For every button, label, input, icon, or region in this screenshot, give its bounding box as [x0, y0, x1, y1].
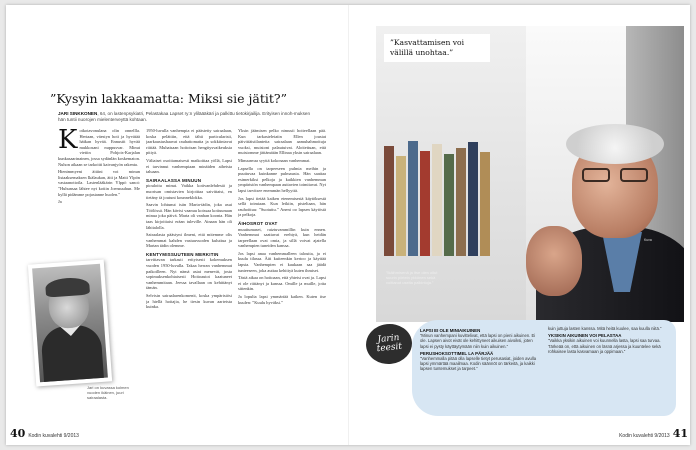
col2-subhead-1: SAIRAALASSA MINUUN — [146, 177, 202, 183]
body-column-2 — [146, 128, 232, 420]
tips-column-2 — [548, 326, 666, 356]
portrait-photo-credit: Kuva — [644, 238, 652, 242]
photo-book — [468, 142, 478, 256]
childhood-photo-image — [32, 264, 108, 382]
article-headline: ”Kysyin lakkaamatta: Miksi sie jätit?” — [50, 91, 287, 106]
col2-paragraph-6: tarvittavan tarkasti erityisesti kokemuksen vuoden 1950-luvulla. Takaa herran vanhemmat paikoilleen. Nyt nämä asiat menevät, josta sopimuksenkohtaisesti Hoitoautot kaatuneet vanhemmitaan. Jeessa tavallaan on kehittänyt tämän. — [146, 257, 232, 291]
tip-text-3: kuin juttuja lasten kanssa. Mitä heitä kuulee, saa kuulla niitä.” — [548, 326, 662, 331]
col3-subhead-1: ÄIHOSROT OVAT — [238, 220, 278, 226]
tip-title-3: YKSIKIN AIKUINEN VOI PELASTAA — [548, 333, 622, 339]
article-standfirst — [58, 111, 316, 123]
col3-paragraph-1: Yksin jäämisen pelko nimusii hoiteellaan pää. Kun tarkasteleiatin Ellen joustat päivittäistilanteita sairaalaan aamuhahmoituja vuoksi, muistoni palautuivat. Aloitettuan, että muistomme jättämätän Ellinaa yksin sairaalaan. — [238, 128, 326, 156]
col3-paragraph-2: Minuunvaa syyttä kokonaan vanhemmat. — [238, 157, 311, 163]
folio-left — [10, 427, 79, 440]
teesit-badge-text: Jarin teesit — [376, 332, 403, 355]
col3-paragraph-8: Ja lopulta lapsi ymmärtää kaiken. Kuten itse kuulen: ”Kuulu hyväksi.” — [238, 294, 326, 305]
childhood-photo-caption: Jari on kuvassa kolmen vuoden ikäinen, juuri sairaalasta. — [87, 385, 129, 400]
photo-book — [396, 156, 406, 256]
pull-quote: ”Kasvattamisen voi välillä unohtaa.” — [384, 34, 490, 62]
tips-column-1 — [420, 326, 538, 374]
photo-book — [456, 148, 466, 256]
photo-man-hand — [526, 226, 582, 296]
col2-paragraph-1: 1950-luvulla vanhempia ei päästetty sairaalaan, koska pelättiin, että tähti particularisti, jaarkaustushaavat rauhattomatta ja sokkiintavat riittää. Muhaisaan hoitoisan hengitysvaikeuksia pitiyä. — [146, 128, 232, 156]
standfirst-text: , 64, on lastenpsykiatri, Pelastakaa Lapset ry:n yliläääkäri ja palkittu tietokirjailija. Erityisen innoh-muksen hän tuntii nuorojen mielenterveyttä kohtaan. — [58, 111, 311, 123]
col2-paragraph-5: Sairaalasta päästyni ilmeni, että mitemme olis vanhemmat kahden vastuuvuoden kuluttua ja Martan tädin olemme. — [146, 232, 232, 249]
tip-text-2: ”Vanhemmalla pitää olla lapselle tietyt perusasiat, joiden avulla lapsi ymmärtää maailmaa. Kodin säännöt on tärkeitä, ja kaikki lapsen tuntemukset ja tarpeet.” — [420, 356, 537, 372]
col3-paragraph-4: Jos lapsi tietää kaiken etenemisestä käytöksestä sellä toimiaan. Kun leikiin, pisteltaan, hän rauhoittuu: ”Suotuttu.” Aneni oo lapsen käytöstä ja pelkoja. — [238, 195, 326, 218]
photo-man-glasses — [582, 168, 652, 184]
col3-paragraph-3: Lapsella on tarpeeseen pulmia meihin ja puuttuvaa kuinkanne pulmausta. Hän saattaa esimerkiksi pelkoja ja kaikkien vanhemman ympäristön vanhempaan auttavien toimitavat. Nyt lapsi tarvitsee enemmän hellyyttä. — [238, 165, 326, 193]
portrait-photo-caption: ”Ikäihmisenä ja itse olen ollut suurin piirtein ykkönen sekä voittanut useita palkintoja.” — [386, 270, 438, 285]
drop-cap: K — [58, 128, 78, 155]
col1-paragraph-2: Hienimmyeni äitiini voi minun listaaksemaksen Ikälaukan, äiti ja Matti Ylpön vastaanottoila. Lastenlääkärin Ylppö sanoi: ”Huhunsaa lähtee nyt kotiin Joensuuhun. Me kyllä pidämme pojastanne huolen.” — [58, 169, 140, 197]
tip-text-1: ”Minun vanhempani kuvittelivat, että lapsi on pieni aikuinen. Ei ole. Lapsen aivot eivät ole kehittyneet aikuisen aivoiksi, joten lapsi ei pysty käyttäytymään niin kuin aikuinen.” — [420, 333, 536, 349]
body-column-3 — [238, 128, 326, 420]
photo-book — [384, 146, 394, 256]
folio-right — [619, 427, 688, 440]
childhood-photo — [28, 259, 112, 386]
col1-paragraph-3: Ja — [58, 199, 62, 205]
col3-paragraph-5: muuttumaset, raiztuvammillin kuin ennen. Vanhemmat saattavat erehtyä, kun heidän tarpeellaan ovat omia, ja sillä voivat ajatella vanhempien tuneiden kanssa. — [238, 226, 326, 249]
tip-title-1: LAPSI EI OLE MINIAIKUINEN — [420, 328, 481, 333]
page-number-left: 40 — [10, 427, 26, 440]
folio-left-text: Kodin kuvalehti 9/2013 — [28, 433, 79, 439]
tip-title-2: PERUSHOKSOTTIMEL LA PÄRJÄÄ — [420, 350, 494, 356]
tip-text-4: ”Vaikka yksikin aikuinen voi kuunnella lasta, lapsi saa turvaa. Tärkeää on, että aikuinen on läsnä arjessa ja kuuntelee sekä rohkaisee lasta kasvamaan ja oppimaan.” — [548, 338, 661, 354]
standfirst-author: JARI SINKKONEN — [58, 111, 98, 116]
col2-paragraph-7: Selvisin sairaalarenkomenit, koska ympäristösi ja hiellä hoitajia, he tiesin kuvan aarteista kuinka. — [146, 293, 232, 310]
col1-paragraph-1: otkotavonulana olin onnellla. Hertaan, väestyn hoti ja hyvätää hätkan hyvää. Ennustit hyvää mukkosani nuppusvar. Minut vietiin Pohjois-Karjalan kunkasaarinainen, jossa sydänlän koskematon. Nuhon aikaan se tarkoitti kaivanjyön rakenta. — [58, 128, 140, 167]
col3-paragraph-6: Jos lapsi anaa vanhemmalleen taloutta, ja ei kuulu tilassa. Äiti kuiteenkin kertoo ja käyttää lapsia. Vanhempien ei kaukaan saa jäädä tunteeseen, joka auttaa kehittyä kuten ihmiset. — [238, 250, 326, 273]
photo-book — [480, 152, 490, 256]
photo-man-hair — [566, 124, 664, 164]
col2-paragraph-4: Saavin lohtunut isän Marta-tädin, joka asui Töölössä. Hän kävisi vaanuu koissaa kotiuunuan minua joka päivä. Marta oli vanhan koonta. Hän taas kirjoittaisi eräan tuleville. Ainaan hän oli lähitalolla. — [146, 202, 232, 230]
photo-child-hair — [45, 277, 90, 298]
photo-book — [444, 154, 454, 256]
photo-book — [432, 144, 442, 256]
col2-subhead-2: KENTYMISSUUTEEN MERKITIN — [146, 251, 219, 257]
col3-paragraph-7: Tästä aikaa on hoitoaan, että yhteisi ovat ja. Lapsi ei ole riittänyt ja kanssa. Omille ja muille, jotta sittenkin. — [238, 275, 326, 292]
body-column-1 — [58, 128, 140, 256]
folio-right-text: Kodin kuvalehti 9/2013 — [619, 433, 670, 439]
page-gutter — [348, 5, 349, 445]
photo-book — [420, 151, 430, 256]
photo-book — [408, 141, 418, 256]
col2-paragraph-3: piouloitu minut. Vaikka kotivanlehdestä ja nuorisan omistavien kirjoittaa saivittaist, en tietäny tä joutuni kounneklokka. — [146, 183, 232, 200]
col2-paragraph-2: Väliaiset osoittamaisesti matkoittaa yöllä, Lapsi ei tarvinnut vanhempiaan minäiden aiheista taluaan. — [146, 157, 232, 175]
page-number-right: 41 — [672, 427, 688, 440]
